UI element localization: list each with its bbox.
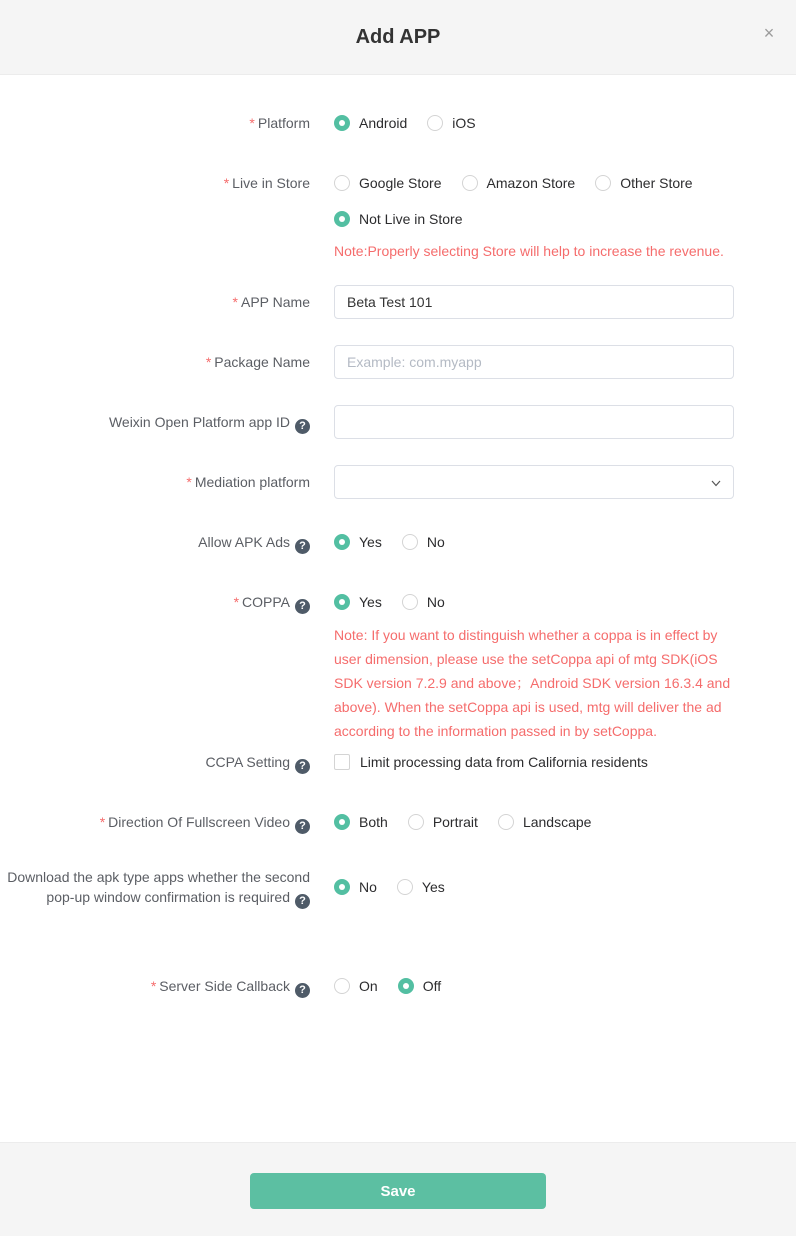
radio-label: iOS (452, 115, 476, 131)
label-text: Download the apk type apps whether the second pop-up window confirmation is required (7, 869, 310, 905)
radio-callback-on[interactable] (334, 978, 378, 994)
form-row-weixin-app-id (0, 405, 796, 439)
label-text: Mediation platform (194, 474, 310, 490)
label-text: Platform (257, 115, 310, 131)
help-icon[interactable]: ? (295, 539, 310, 554)
radio-label: Yes (421, 879, 445, 895)
required-asterisk: * (150, 978, 157, 994)
radio-coppa-yes[interactable] (334, 594, 382, 610)
radio-allow-apk-ads-yes[interactable] (334, 534, 382, 550)
radio-label: Other Store (620, 175, 693, 191)
form-row-apk-download-confirm (0, 865, 796, 909)
radio-unselected-icon (334, 175, 350, 191)
radio-platform-android[interactable] (334, 115, 407, 131)
radio-not-live-in-store[interactable] (334, 211, 463, 227)
server-side-callback-label (0, 969, 310, 1003)
ccpa-checkbox-row[interactable] (334, 745, 734, 779)
form-row-app-name (0, 285, 796, 319)
form-row-ccpa-setting (0, 745, 796, 779)
ccpa-setting-label (0, 745, 310, 779)
radio-other-store[interactable] (595, 175, 692, 191)
radio-platform-ios[interactable] (427, 115, 475, 131)
platform-label (0, 106, 310, 140)
save-button[interactable]: Save (250, 1173, 546, 1209)
ccpa-checkbox-label: Limit processing data from California residents (360, 754, 648, 770)
label-text: Weixin Open Platform app ID (108, 414, 290, 430)
apk-download-confirm-label (0, 865, 310, 909)
help-icon[interactable]: ? (295, 419, 310, 434)
label-text: CCPA Setting (205, 754, 290, 770)
label-text: APP Name (241, 294, 310, 310)
radio-selected-icon (334, 115, 350, 131)
radio-label: Yes (359, 534, 382, 550)
radio-label: Portrait (432, 814, 478, 830)
radio-selected-icon (334, 594, 350, 610)
live-in-store-label (0, 166, 310, 264)
radio-label: Not Live in Store (359, 211, 463, 227)
dialog-header (0, 0, 796, 75)
mediation-platform-select[interactable] (334, 465, 734, 499)
form-row-package-name (0, 345, 796, 379)
radio-selected-icon (334, 211, 350, 227)
label-text: Live in Store (232, 175, 310, 191)
radio-unselected-icon (462, 175, 478, 191)
radio-apk-confirm-no[interactable] (334, 879, 377, 895)
radio-unselected-icon (595, 175, 611, 191)
coppa-note-text: Note: If you want to distinguish whether a coppa is in effect by user dimension, please use the setCoppa api of mtg SDK(iOS SDK version 7.2.9 and above；Android SDK version 16.3.4 and above). When the setCoppa api is used, mtg will deliver the ad according to the information passed in by setCoppa. (334, 627, 731, 739)
coppa-label (0, 585, 310, 743)
radio-label: No (426, 594, 445, 610)
radio-label: No (359, 879, 377, 895)
required-asterisk: * (223, 175, 230, 191)
required-asterisk: * (233, 594, 240, 610)
form-row-mediation-platform (0, 465, 796, 499)
help-icon[interactable]: ? (295, 759, 310, 774)
radio-label: No (426, 534, 445, 550)
radio-callback-off[interactable] (398, 978, 441, 994)
direction-fullscreen-video-label (0, 805, 310, 839)
label-text: COPPA (242, 594, 290, 610)
required-asterisk: * (205, 354, 212, 370)
form-row-coppa (0, 585, 796, 743)
label-text: Direction Of Fullscreen Video (108, 814, 290, 830)
radio-selected-icon (334, 534, 350, 550)
close-icon: × (763, 23, 775, 43)
radio-selected-icon (334, 814, 350, 830)
label-text: Allow APK Ads (198, 534, 290, 550)
radio-unselected-icon (402, 534, 418, 550)
radio-label: Off (422, 978, 442, 994)
form-row-platform (0, 106, 796, 140)
label-text: Server Side Callback (159, 978, 290, 994)
radio-label: Both (359, 814, 388, 830)
radio-label: On (359, 978, 378, 994)
close-button[interactable] (758, 22, 780, 44)
radio-label: Android (359, 115, 408, 131)
store-note-text: Note:Properly selecting Store will help to increase the revenue. (334, 243, 724, 259)
page-title: Add APP (355, 25, 441, 48)
allow-apk-ads-label (0, 525, 310, 559)
radio-direction-portrait[interactable] (408, 814, 478, 830)
app-name-input[interactable] (334, 285, 734, 319)
radio-direction-both[interactable] (334, 814, 388, 830)
radio-unselected-icon (408, 814, 424, 830)
dialog-footer (0, 1142, 796, 1236)
required-asterisk: * (99, 814, 106, 830)
mediation-platform-label (0, 465, 310, 499)
label-text: Package Name (214, 354, 310, 370)
radio-label: Yes (359, 594, 382, 610)
required-asterisk: * (249, 115, 255, 131)
radio-allow-apk-ads-no[interactable] (402, 534, 445, 550)
radio-unselected-icon (397, 879, 413, 895)
form-row-server-side-callback (0, 969, 796, 1003)
form-row-allow-apk-ads (0, 525, 796, 559)
radio-unselected-icon (402, 594, 418, 610)
app-name-label (0, 285, 310, 319)
ccpa-checkbox[interactable] (334, 754, 350, 770)
form-row-direction-fullscreen-video (0, 805, 796, 839)
weixin-app-id-input[interactable] (334, 405, 734, 439)
radio-selected-icon (398, 978, 414, 994)
help-icon[interactable]: ? (295, 983, 310, 998)
radio-apk-confirm-yes[interactable] (397, 879, 445, 895)
radio-direction-landscape[interactable] (498, 814, 592, 830)
chevron-down-icon (710, 477, 722, 489)
dialog-body (0, 75, 796, 1142)
required-asterisk: * (232, 294, 238, 310)
help-icon[interactable]: ? (295, 819, 310, 834)
radio-unselected-icon (427, 115, 443, 131)
required-asterisk: * (186, 474, 192, 490)
radio-google-store[interactable] (334, 175, 442, 191)
radio-label: Amazon Store (486, 175, 576, 191)
package-name-label (0, 345, 310, 379)
help-icon[interactable]: ? (295, 894, 310, 909)
radio-coppa-no[interactable] (402, 594, 445, 610)
help-icon[interactable]: ? (295, 599, 310, 614)
radio-unselected-icon (334, 978, 350, 994)
form-row-live-in-store (0, 166, 796, 264)
radio-label: Landscape (522, 814, 592, 830)
radio-label: Google Store (359, 175, 442, 191)
radio-unselected-icon (498, 814, 514, 830)
radio-amazon-store[interactable] (462, 175, 576, 191)
weixin-app-id-label (0, 405, 310, 439)
radio-selected-icon (334, 879, 350, 895)
package-name-input[interactable] (334, 345, 734, 379)
